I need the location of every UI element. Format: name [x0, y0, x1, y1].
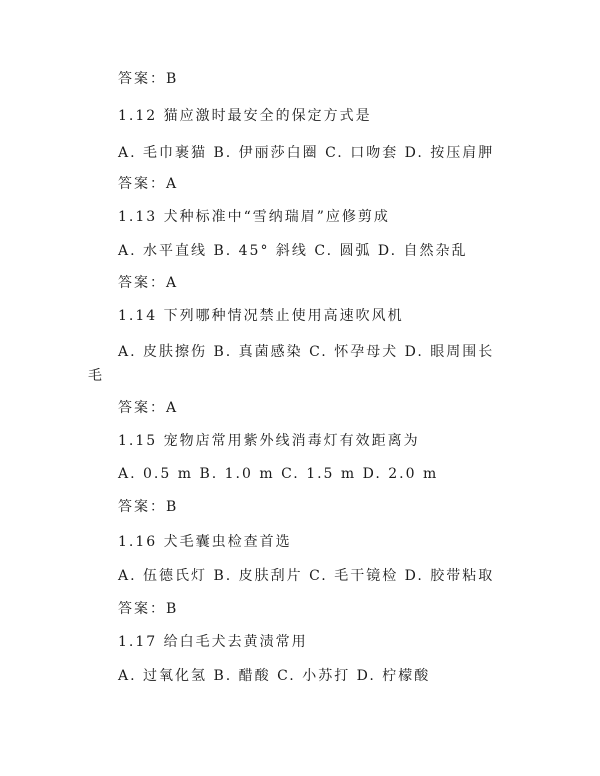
answer-line: 答案：B: [118, 499, 179, 515]
options-line: A. 伍德氏灯 B. 皮肤刮片 C. 毛干镜检 D. 胶带粘取: [118, 568, 495, 584]
question-line: 1.12 猫应激时最安全的保定方式是: [118, 108, 372, 124]
question-line: 1.14 下列哪种情况禁止使用高速吹风机: [118, 308, 404, 324]
question-line: 1.13 犬种标准中“雪纳瑞眉”应修剪成: [118, 209, 390, 225]
answer-line: 答案：A: [118, 176, 179, 192]
options-line: A. 0.5 m B. 1.0 m C. 1.5 m D. 2.0 m: [118, 466, 439, 482]
question-line: 1.15 宠物店常用紫外线消毒灯有效距离为: [118, 433, 420, 449]
question-line: 1.17 给白毛犬去黄渍常用: [118, 634, 308, 650]
options-line: A. 水平直线 B. 45° 斜线 C. 圆弧 D. 自然杂乱: [118, 243, 468, 259]
answer-line: 答案：B: [118, 601, 179, 617]
options-line: A. 过氧化氢 B. 醋酸 C. 小苏打 D. 柠檬酸: [118, 668, 431, 684]
answer-line: 答案：A: [118, 400, 179, 416]
answer-line: 答案：A: [118, 275, 179, 291]
options-line: A. 皮肤擦伤 B. 真菌感染 C. 怀孕母犬 D. 眼周围长: [118, 344, 495, 360]
options-line-continuation: 毛: [88, 368, 104, 384]
question-line: 1.16 犬毛囊虫检查首选: [118, 534, 292, 550]
answer-line: 答案：B: [118, 71, 179, 87]
options-line: A. 毛巾裹猫 B. 伊丽莎白圈 C. 口吻套 D. 按压肩胛: [118, 145, 495, 161]
